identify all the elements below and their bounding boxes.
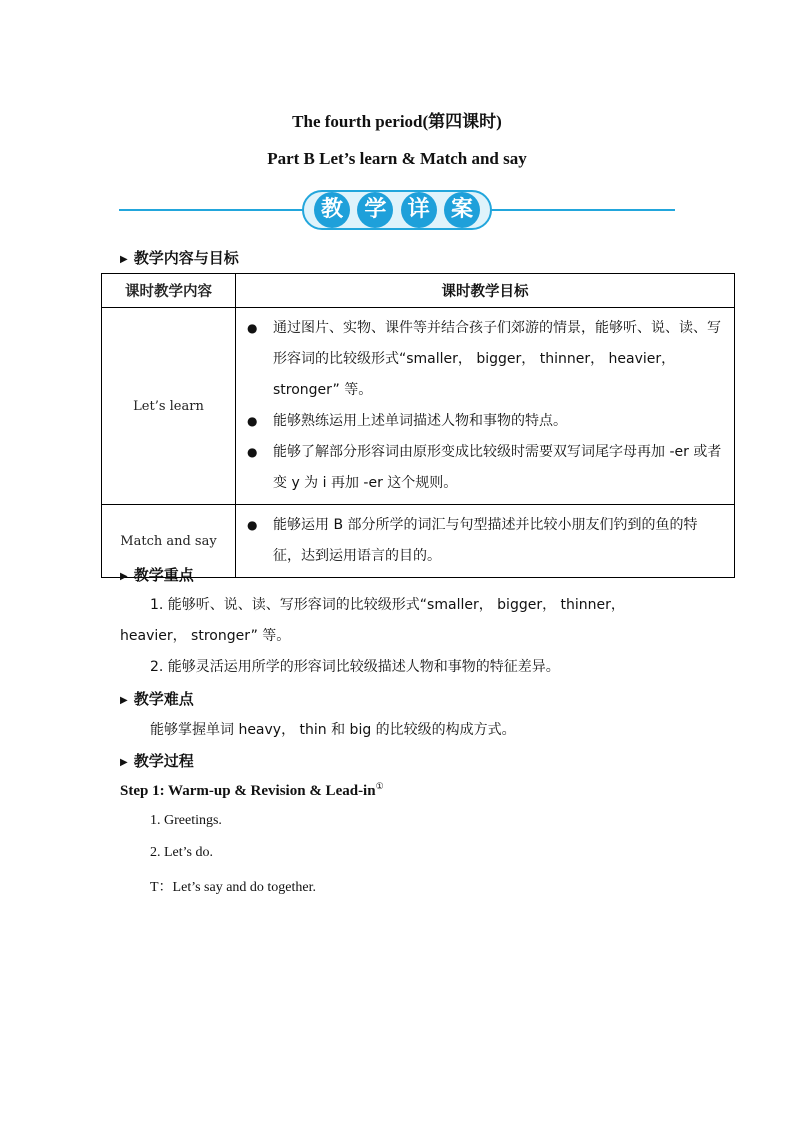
triangle-icon: ▶ bbox=[120, 757, 128, 768]
goal-text: 能够运用 B 部分所学的词汇与句型描述并比较小朋友们钓到的鱼的特征，达到运用语言的目的。 bbox=[273, 517, 698, 564]
goal-text: 通过图片、实物、课件等并结合孩子们郊游的情景，能够听、说、读、写形容词的比较级形式“smaller， bigger， thinner， heavier， stronger” 等。 bbox=[273, 320, 721, 398]
key-point-2: 2. 能够灵活运用所学的形容词比较级描述人物和事物的特征差异。 bbox=[150, 659, 560, 675]
table-cell-content: Let’s learn bbox=[102, 308, 236, 505]
process-item: 2. Let’s do. bbox=[150, 845, 213, 860]
triangle-icon: ▶ bbox=[120, 571, 128, 582]
table-header-cell: 课时教学内容 bbox=[102, 274, 236, 308]
list-item bbox=[237, 510, 725, 572]
list-item bbox=[237, 313, 725, 406]
banner-char: 教 bbox=[314, 192, 350, 228]
objectives-table bbox=[101, 273, 735, 578]
table-cell-goals bbox=[236, 505, 735, 578]
goal-text: 能够了解部分形容词由原形变成比较级时需要双写词尾字母再加 -er 或者变 y 为 i 再加 -er 这个规则。 bbox=[273, 444, 722, 491]
bullet-icon: ● bbox=[247, 518, 258, 532]
list-item bbox=[237, 406, 725, 437]
section-heading-key-points bbox=[120, 564, 194, 585]
difficulty-text: 能够掌握单词 heavy， thin 和 big 的比较级的构成方式。 bbox=[150, 722, 516, 738]
step-heading bbox=[120, 781, 384, 800]
section-banner bbox=[119, 190, 675, 230]
table-cell-content: Match and say bbox=[102, 505, 236, 578]
process-item: 1. Greetings. bbox=[150, 813, 222, 828]
key-point-1-line2: heavier， stronger” 等。 bbox=[120, 628, 291, 644]
step-title: Step 1: Warm-up & Revision & Lead-in bbox=[120, 783, 376, 799]
section-heading-label: 教学内容与目标 bbox=[133, 249, 239, 267]
banner-char: 学 bbox=[357, 192, 393, 228]
table-header-cell: 课时教学目标 bbox=[236, 274, 735, 308]
bullet-icon: ● bbox=[247, 321, 258, 335]
key-point-1-line1: 1. 能够听、说、读、写形容词的比较级形式“smaller， bigger， thinner， bbox=[150, 597, 625, 613]
bullet-icon: ● bbox=[247, 445, 258, 459]
process-item: T：Let’s say and do together. bbox=[150, 880, 317, 895]
section-heading-content-goals bbox=[120, 247, 239, 268]
section-heading-label: 教学难点 bbox=[133, 690, 194, 708]
list-item bbox=[237, 437, 725, 499]
triangle-icon: ▶ bbox=[120, 254, 128, 265]
table-header-row bbox=[102, 274, 735, 308]
goal-list bbox=[237, 506, 733, 576]
section-heading-process bbox=[120, 750, 194, 771]
section-heading-label: 教学重点 bbox=[133, 566, 194, 584]
goal-text: 能够熟练运用上述单词描述人物和事物的特点。 bbox=[273, 413, 567, 429]
page-subtitle: Part B Let’s learn & Match and say bbox=[267, 149, 527, 168]
section-heading-difficulties bbox=[120, 688, 194, 709]
triangle-icon: ▶ bbox=[120, 695, 128, 706]
page-title: The fourth period(第四课时) bbox=[292, 112, 502, 131]
footnote-marker: ① bbox=[375, 781, 384, 791]
bullet-icon: ● bbox=[247, 414, 258, 428]
banner-char: 详 bbox=[401, 192, 437, 228]
table-cell-goals bbox=[236, 308, 735, 505]
banner-char: 案 bbox=[444, 192, 480, 228]
table-row bbox=[102, 308, 735, 505]
table-row bbox=[102, 505, 735, 578]
section-heading-label: 教学过程 bbox=[133, 752, 194, 770]
goal-list bbox=[237, 309, 733, 503]
banner-text bbox=[314, 192, 480, 228]
